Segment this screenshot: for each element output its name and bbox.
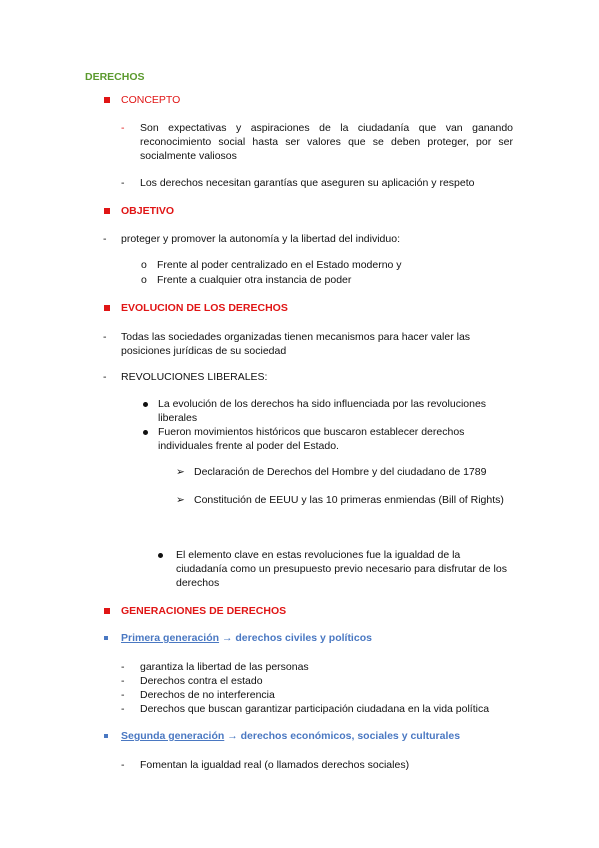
- section-heading-concepto: CONCEPTO: [121, 94, 181, 106]
- segunda-generacion-desc: derechos económicos, sociales y culturales: [240, 730, 461, 742]
- revolucion-doc-2: Constitución de EEUU y las 10 primeras enmiendas (Bill of Rights): [194, 494, 504, 506]
- segunda-generacion-line: [121, 729, 460, 743]
- section-bullet-icon: [104, 208, 110, 214]
- dash-marker: -: [121, 177, 125, 189]
- objetivo-item: proteger y promover la autonomía y la libertad del individuo:: [121, 233, 400, 245]
- dash-marker: -: [121, 759, 125, 771]
- bullet-dot-icon: [158, 553, 163, 558]
- evolucion-bullet-2: Fueron movimientos históricos que buscaron establecer derechos individuales frente al poder del Estado.: [158, 426, 465, 452]
- primera-item-1: garantiza la libertad de las personas: [140, 661, 309, 673]
- section-heading-evolucion: EVOLUCION DE LOS DERECHOS: [121, 302, 288, 314]
- evolucion-item-1: Todas las sociedades organizadas tienen mecanismos para hacer valer las posiciones jurídicas de su sociedad: [121, 331, 471, 357]
- evolucion-item-2: REVOLUCIONES LIBERALES:: [121, 371, 268, 383]
- evolucion-bullet-1: La evolución de los derechos ha sido influenciada por las revoluciones liberales: [158, 398, 487, 424]
- segunda-item-1: Fomentan la igualdad real (o llamados derechos sociales): [140, 759, 410, 771]
- section-heading-objetivo: OBJETIVO: [121, 205, 175, 217]
- objetivo-subitem-2: Frente a cualquier otra instancia de poder: [157, 274, 352, 286]
- right-arrow-icon: →: [221, 632, 233, 644]
- section-bullet-icon: [104, 608, 110, 614]
- bullet-dot-icon: [143, 402, 148, 407]
- dash-marker: -: [121, 689, 125, 701]
- blue-bullet-icon: [104, 734, 108, 738]
- dash-marker: -: [103, 233, 107, 245]
- right-arrow-icon: →: [227, 730, 238, 742]
- primera-item-3: Derechos de no interferencia: [140, 689, 275, 701]
- primera-generacion-desc: derechos civiles y políticos: [235, 632, 372, 644]
- section-bullet-icon: [104, 97, 110, 103]
- primera-item-4: Derechos que buscan garantizar participación ciudadana en la vida política: [140, 703, 490, 715]
- concepto-item-2: Los derechos necesitan garantías que aseguren su aplicación y respeto: [140, 177, 475, 189]
- arrowhead-icon: ➢: [176, 494, 185, 506]
- dash-marker: -: [103, 371, 107, 383]
- bullet-dot-icon: [143, 430, 148, 435]
- segunda-generacion-label: Segunda generación: [121, 730, 225, 742]
- dash-marker: -: [121, 661, 125, 673]
- dash-marker: -: [103, 331, 107, 343]
- primera-generacion-label: Primera generación: [121, 632, 220, 644]
- section-bullet-icon: [104, 305, 110, 311]
- dash-marker: -: [121, 675, 125, 687]
- evolucion-bullet-3: El elemento clave en estas revoluciones fue la igualdad de la ciudadanía como un presupuesto previo necesario para disfrutar de los derechos: [176, 549, 507, 589]
- dash-marker: -: [121, 122, 125, 134]
- primera-item-2: Derechos contra el estado: [140, 675, 263, 687]
- section-heading-generaciones: GENERACIONES DE DERECHOS: [121, 605, 287, 617]
- revolucion-doc-1: Declaración de Derechos del Hombre y del ciudadano de 1789: [194, 466, 487, 478]
- arrowhead-icon: ➢: [176, 466, 185, 478]
- circle-marker: o: [141, 274, 147, 286]
- objetivo-subitem-1: Frente al poder centralizado en el Estado moderno y: [157, 259, 402, 271]
- circle-marker: o: [141, 259, 147, 271]
- primera-generacion-line: [121, 631, 372, 645]
- dash-marker: -: [121, 703, 125, 715]
- page-title: DERECHOS: [85, 71, 145, 83]
- concepto-item-1: Son expectativas y aspiraciones de la ciudadanía que van ganando reconocimiento social hasta ser valores que se deben proteger, por ser socialmente valiosos: [140, 122, 513, 162]
- blue-bullet-icon: [104, 636, 108, 640]
